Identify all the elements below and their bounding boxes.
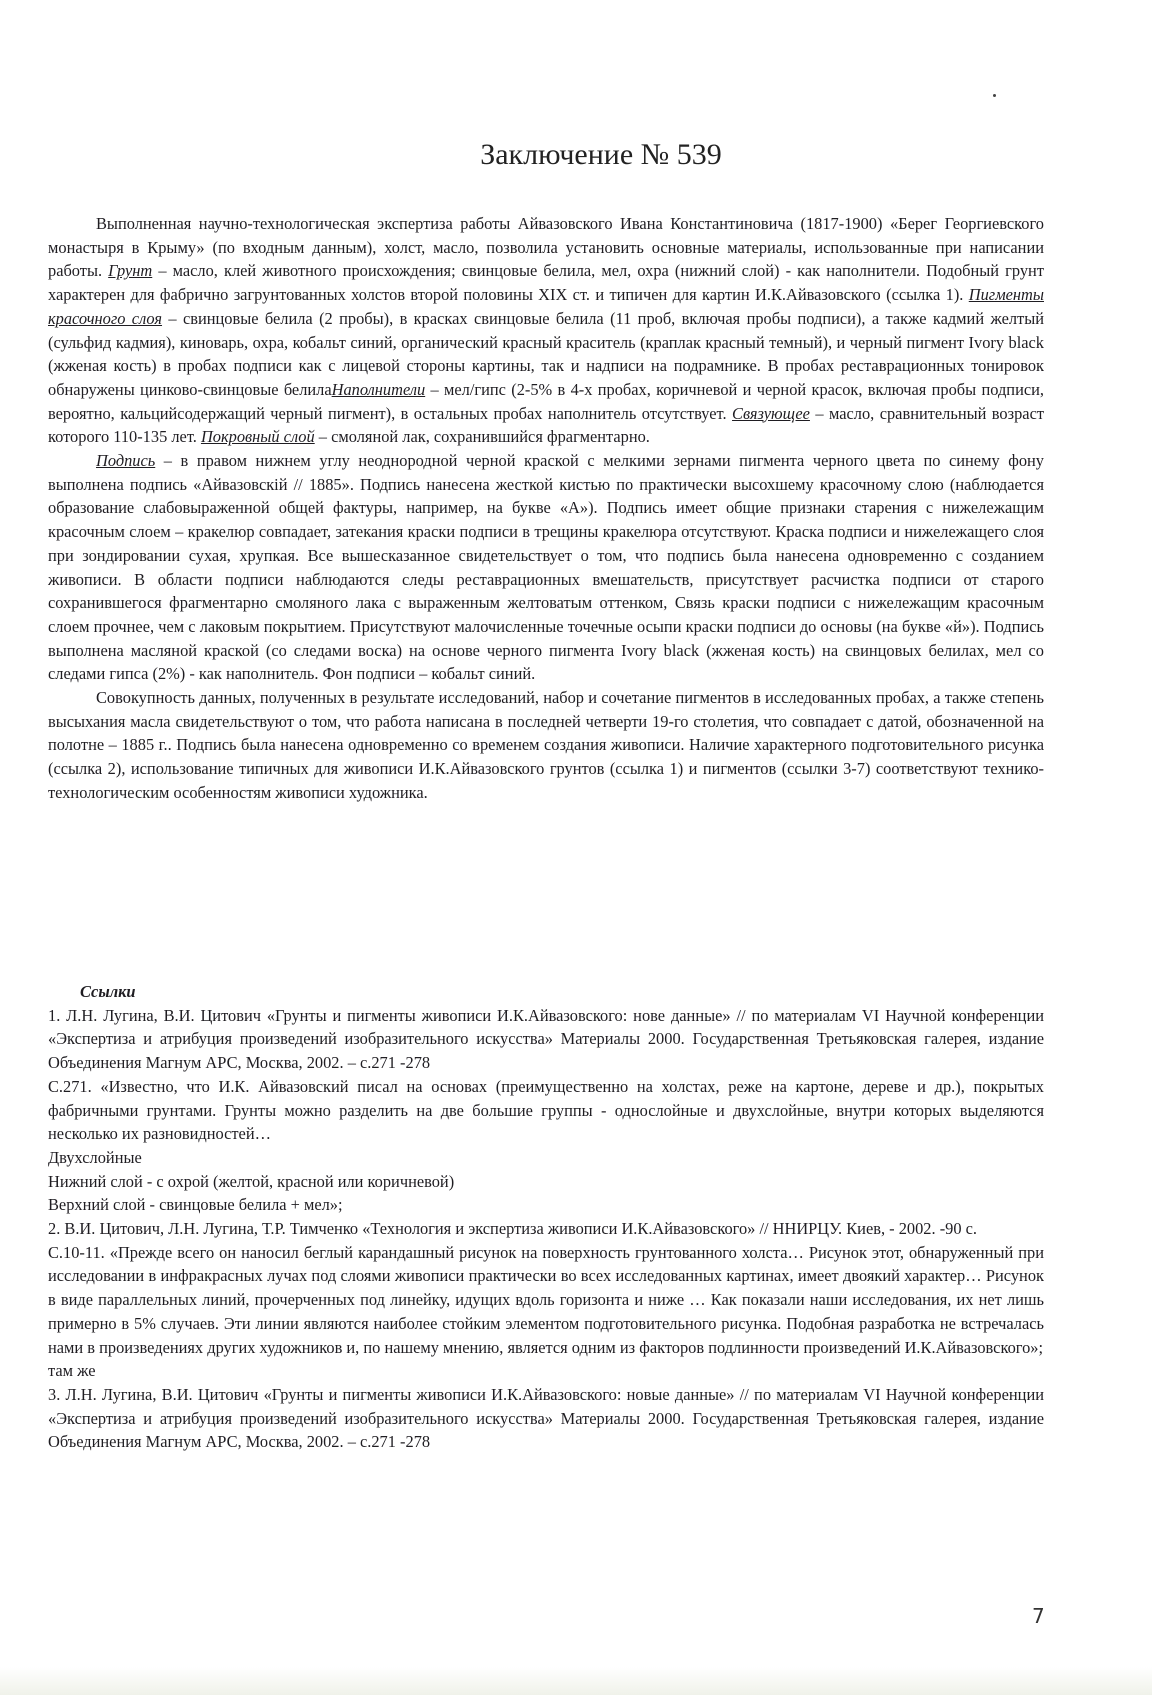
binder-label: Связующее <box>732 403 810 423</box>
references-heading: Ссылки <box>80 982 136 1001</box>
reference-line: 1. Л.Н. Лугина, В.И. Цитович «Грунты и пигменты живописи И.К.Айвазовского: нове данные» // по материалам VI Научной конференции «Экспертиза и атрибуция произведений изобразительного искусства» Материалы 2000. Государственная Третьяковская галерея, издание Объединения Магнум АРС, Москва, 2002. – с.271 -278 <box>48 1005 1044 1073</box>
reference-line: 3. Л.Н. Лугина, В.И. Цитович «Грунты и пигменты живописи И.К.Айвазовского: новые данные» // по материалам VI Научной конференции «Экспертиза и атрибуция произведений изобразительного искусства» Материалы 2000. Государственная Третьяковская галерея, издание Объединения Магнум АРС, Москва, 2002. – с.271 -278 <box>48 1384 1044 1452</box>
reference-line: там же <box>48 1361 96 1381</box>
references-section <box>48 980 1044 1454</box>
scan-speck <box>993 94 996 97</box>
intro-text: Выполненная научно-технологическая экспертиза работы Айвазовского Ивана Константиновича (1817-1900) «Берег Георгиевского монастыря в Крыму» (по входным данным), холст, масло, позволила установить основные материалы, использованные при написании работы. <box>48 214 1044 281</box>
binder-text: – масло, сравнительный возраст которого 110-135 лет. <box>48 403 1045 447</box>
reference-line: 2. В.И. Цитович, Л.Н. Лугина, Т.Р. Тимченко «Технология и экспертиза живописи И.К.Айвазовского» // ННИРЦУ. Киев, - 2002. -90 с. <box>48 1219 978 1239</box>
ground-label: Грунт <box>108 261 153 281</box>
reference-line: С.10-11. «Прежде всего он наносил беглый карандашный рисунок на поверхность грунтованного холста… Рисунок этот, обнаруженный при исследовании в инфракрасных лучах под слоями живописи практически во всех исследованных картинах, имеет двоякий характер… Рисунок в виде параллельных линий, прочерченных под линейку, идущих вдоль горизонта и ниже … Как показали наши исследования, их нет лишь примерно в 5% случаев. Эти линии являются наиболее стойким элементом подготовительного рисунка. Подобная разработка не встречалась нами в произведениях других художников и, по нашему мнению, является одним из факторов подлинности произведений И.К.Айвазовского»; <box>48 1242 1044 1357</box>
pigments-label: Пигменты красочного слоя <box>48 285 1044 328</box>
reference-line: С.271. «Известно, что И.К. Айвазовский писал на основах (преимущественно на холстах, реже на картоне, дереве и др.), покрытых фабричными грунтами. Грунты можно разделить на две большие группы - однослойные и двухслойные, внутри которых выделяются несколько их разновидностей… <box>48 1076 1044 1144</box>
page-title: Заключение № 539 <box>480 138 722 171</box>
paragraph-conclusion: Совокупность данных, полученных в результате исследований, набор и сочетание пигментов в исследованных пробах, а также степень высыхания масла свидетельствуют о том, что работа написана в последней четверти 19-го столетия, что совпадает с датой, обозначенной на полотне – 1885 г.. Подпись была нанесена одновременно со временем создания живописи. Наличие характерного подготовительного рисунка (ссылка 2), использование типичных для живописи И.К.Айвазовского грунтов (ссылка 1) и пигментов (ссылки 3-7) соответствуют технико-технологическим особенностям живописи художника. <box>48 688 1044 802</box>
fillers-text: – мел/гипс (2-5% в 4-х пробах, коричневой и черной красок, включая пробы подписи, вероятно, кальцийсодержащий черный пигмент), в остальных пробах наполнитель отсутствует. <box>48 379 1044 423</box>
paragraph-signature <box>48 449 1044 686</box>
reference-line: Нижний слой - с охрой (желтой, красной или коричневой) <box>48 1171 455 1191</box>
fillers-label: Наполнители <box>331 379 426 399</box>
signature-text: – в правом нижнем углу неоднородной черной краской с мелкими зернами пигмента черного цвета по синему фону выполнена подпись «Айвазовскiй // 1885». Подпись нанесена жесткой кистью по практически высохшему красочному слою (наблюдается образование слабовыраженной общей фактуры, например, на букве «А»). Подпись имеет общие признаки старения с нижележащим красочным слоем – кракелюр совпадает, затекания краски подписи в трещины кракелюра отсутствуют. Краска подписи и нижележащего слоя при зондировании сухая, хрупкая. Все вышесказанное свидетельствует о том, что подпись была нанесена одновременно с созданием живописи. В области подписи наблюдаются следы реставрационных вмешательств, присутствует расчистка подписи от старого сохранившегося фрагментарно смоляного лака с выраженным желтоватым оттенком, Связь краски подписи с нижележащим красочным слоем прочнее, чем с лаковым покрытием. Присутствуют малочисленные точечные осыпи краски подписи до основы (на букве «й»). Подпись выполнена масляной краской (со следами воска) на основе черного пигмента Ivory black (жженая кость) на свинцовых белилах, мел со следами гипса (2%) - как наполнитель. Фон подписи – кобальт синий. <box>48 451 1044 684</box>
varnish-text: – смоляной лак, сохранившийся фрагментарно. <box>314 427 650 447</box>
scan-edge <box>0 1667 1152 1695</box>
reference-line: Верхний слой - свинцовые белила + мел»; <box>48 1195 343 1215</box>
pigments-text: – свинцовые белила (2 пробы), в красках свинцовые белила (11 проб, включая пробы подписи), а также кадмий желтый (сульфид кадмия), киноварь, охра, кобальт синий, органический красный краситель (краплак красный темный), и черный пигмент Ivory black (жженая кость) в пробах подписи как с лицевой стороны картины, так и надписи на подрамнике. В пробах реставрационных тонировок обнаружены цинково-свинцовые белила <box>48 308 1044 399</box>
conclusion-body <box>48 212 1044 805</box>
signature-label: Подпись <box>96 451 156 471</box>
paragraph-materials <box>48 212 1044 449</box>
page-number: 7 <box>1032 1604 1045 1628</box>
varnish-label: Покровный слой <box>200 427 315 447</box>
reference-line: Двухслойные <box>48 1147 142 1167</box>
ground-text: – масло, клей животного происхождения; свинцовые белила, мел, охра (нижний слой) - как наполнители. Подобный грунт характерен для фабрично загрунтованных холстов второй половины XIX ст. и типичен для картин И.К.Айвазовского (ссылка 1). <box>48 261 1044 305</box>
